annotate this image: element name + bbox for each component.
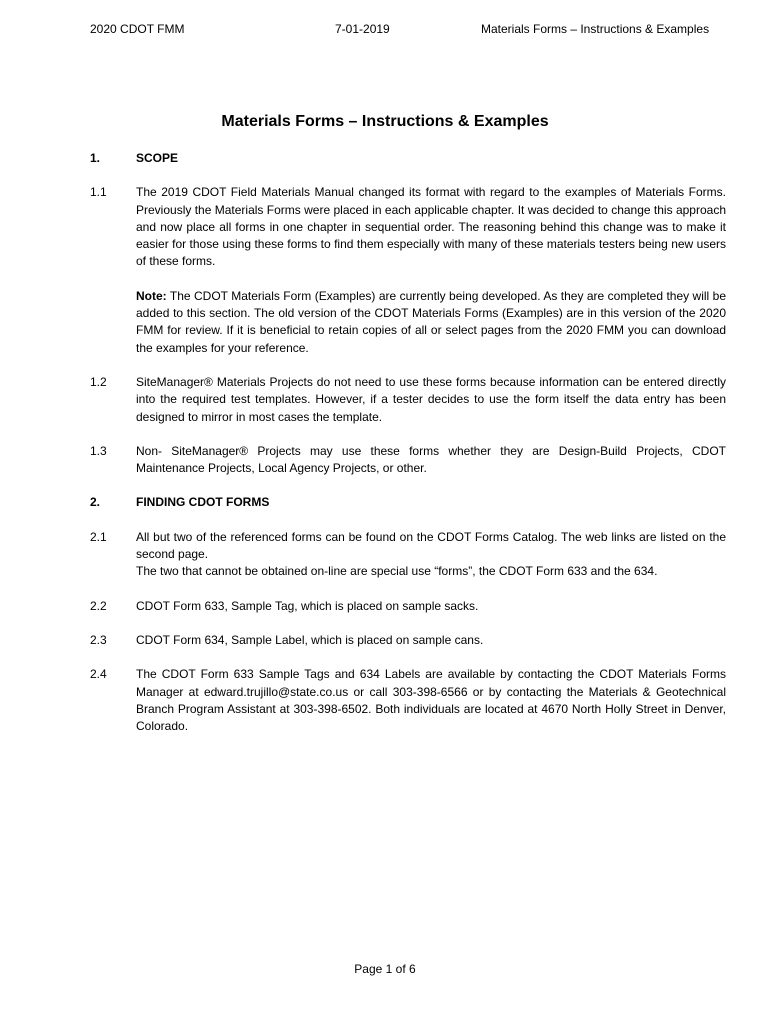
paragraph-2-2 (90, 598, 726, 615)
document-title: Materials Forms – Instructions & Examples (221, 113, 549, 130)
paragraph-2-1 (90, 529, 726, 581)
paragraph-2-3 (90, 632, 726, 649)
header-date: 7-01-2019 (335, 22, 390, 36)
paragraph-2-4 (90, 666, 726, 735)
paragraph-text: All but two of the referenced forms can be found on the CDOT Forms Catalog. The web links are listed on the second page. (136, 529, 726, 562)
paragraph-number: 1.1 (90, 185, 107, 200)
note-label: Note: (136, 288, 167, 303)
section-number: 1. (90, 151, 101, 165)
section-title: SCOPE (136, 151, 179, 165)
page-number: Page 1 of 6 (354, 962, 416, 976)
document-body (90, 150, 726, 735)
paragraph-1-3 (90, 443, 726, 478)
paragraph-text: Non- SiteManager® Projects may use these forms whether they are Design-Build Projects, CDOT Maintenance Projects, Local Agency Projects, or other. (136, 443, 726, 476)
header-manual-name: 2020 CDOT FMM (90, 22, 185, 36)
paragraph-1-2 (90, 374, 726, 426)
paragraph-number: 2.3 (90, 632, 107, 647)
section-title: FINDING CDOT FORMS (136, 495, 270, 510)
section-heading-finding-forms (90, 494, 726, 511)
paragraph-number: 1.3 (90, 443, 107, 458)
paragraph-text: CDOT Form 633, Sample Tag, which is placed on sample sacks. (136, 598, 479, 613)
paragraph-text: CDOT Form 634, Sample Label, which is placed on sample cans. (136, 632, 484, 647)
section-heading-scope (90, 150, 726, 167)
note-text: The CDOT Materials Form (Examples) are currently being developed. As they are completed they will be added to this section. The old version of the CDOT Materials Forms (Examples) are in this version of the 2020 FMM for review. If it is beneficial to retain copies of all or select pages from the 2020 FMM you can download the examples for your reference. (136, 288, 726, 355)
paragraph-number: 1.2 (90, 374, 107, 389)
header-section-title: Materials Forms – Instructions & Examples (481, 22, 710, 36)
paragraph-number: 2.1 (90, 529, 107, 544)
note-paragraph (136, 288, 726, 357)
section-number: 2. (90, 495, 101, 510)
paragraph-text: The CDOT Form 633 Sample Tags and 634 Labels are available by contacting the CDOT Materials Forms Manager at edward.trujillo@state.co.us or call 303-398-6566 or by contacting the Materials & Geotechnical Branch Program Assistant at 303-398-6502. Both individuals are located at 4670 North Holly Street in Denver, Colorado. (136, 667, 726, 734)
paragraph-1-1 (90, 184, 726, 357)
paragraph-number: 2.2 (90, 598, 107, 613)
page-header (0, 22, 770, 40)
paragraph-text: The 2019 CDOT Field Materials Manual changed its format with regard to the examples of Materials Forms. Previously the Materials Forms were placed in each applicable chapter. It was decided to change this approach and now place all forms in one chapter in sequential order. The reasoning behind this change was to make it easier for those using these forms to find them especially with many of these materials testers being new users of these forms. (136, 185, 726, 269)
paragraph-text: SiteManager® Materials Projects do not need to use these forms because information can be entered directly into the required test templates. However, if a tester decides to use the form itself the data entry has been designed to mirror in most cases the template. (136, 374, 726, 424)
paragraph-text-continued: The two that cannot be obtained on-line are special use “forms”, the CDOT Form 633 and the 634. (136, 564, 658, 579)
paragraph-number: 2.4 (90, 667, 107, 682)
